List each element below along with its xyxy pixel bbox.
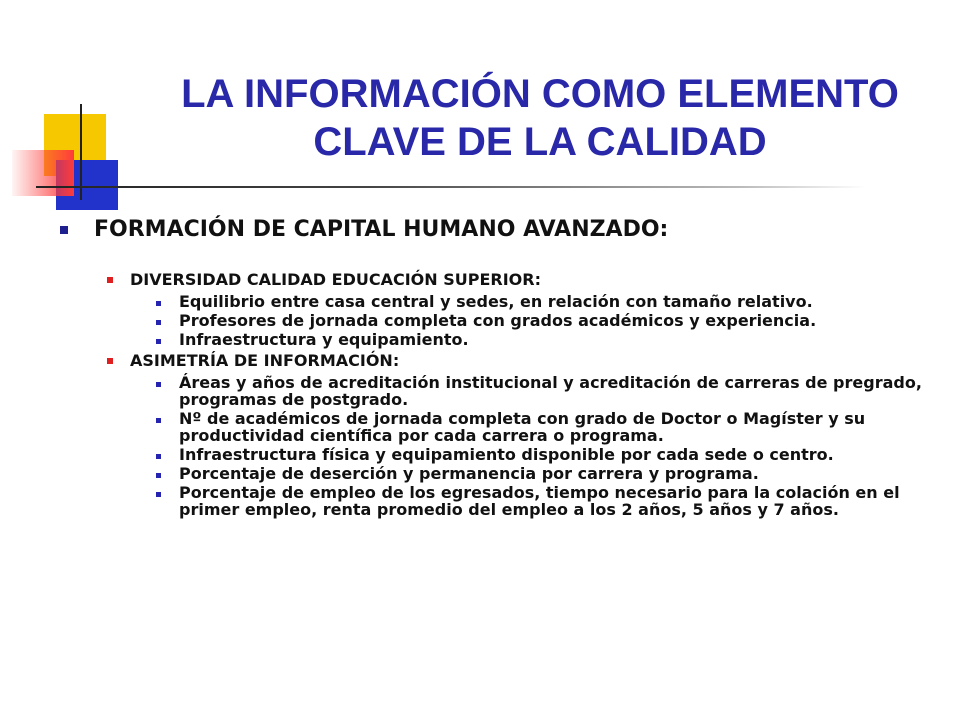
list-item	[156, 374, 940, 408]
bullet-square-icon	[156, 418, 161, 423]
bullet-square-icon	[156, 301, 161, 306]
list-item-text: Nº de académicos de jornada completa con grado de Doctor o Magíster y su productividad científica por cada carrera o programa.	[179, 409, 866, 445]
bullet-square-icon	[156, 454, 161, 459]
section-label: ASIMETRÍA DE INFORMACIÓN:	[130, 351, 400, 370]
list-item	[156, 484, 940, 518]
list-item	[156, 312, 940, 329]
bullet-square-icon	[60, 226, 68, 234]
main-heading: FORMACIÓN DE CAPITAL HUMANO AVANZADO:	[94, 217, 669, 242]
section-heading	[107, 350, 940, 372]
bullet-square-icon	[156, 492, 161, 497]
bullet-square-icon	[156, 382, 161, 387]
bullet-square-icon	[156, 473, 161, 478]
slide-content	[60, 215, 940, 518]
list-item	[156, 465, 940, 482]
list-item	[156, 446, 940, 463]
main-bullet	[60, 215, 940, 245]
bullet-square-icon	[156, 320, 161, 325]
list-item-text: Porcentaje de empleo de los egresados, tiempo necesario para la colación en el primer empleo, renta promedio del empleo a los 2 años, 5 años y 7 años.	[179, 483, 900, 519]
list-item	[156, 331, 940, 348]
slide-title-line-1: LA INFORMACIÓN COMO ELEMENTO	[181, 72, 899, 116]
list-item	[156, 293, 940, 310]
section-heading	[107, 269, 940, 291]
list-item-text: Porcentaje de deserción y permanencia por carrera y programa.	[179, 464, 759, 483]
list-item-text: Profesores de jornada completa con grados académicos y experiencia.	[179, 311, 817, 330]
bullet-square-icon	[107, 277, 113, 283]
slide-title	[120, 70, 960, 166]
bullet-square-icon	[107, 358, 113, 364]
list-item-text: Equilibrio entre casa central y sedes, en relación con tamaño relativo.	[179, 292, 813, 311]
list-item-text: Infraestructura y equipamiento.	[179, 330, 469, 349]
list-item-text: Áreas y años de acreditación institucional y acreditación de carreras de pregrado, programas de postgrado.	[179, 373, 922, 409]
list-item	[156, 410, 940, 444]
list-item-text: Infraestructura física y equipamiento disponible por cada sede o centro.	[179, 445, 834, 464]
section-label: DIVERSIDAD CALIDAD EDUCACIÓN SUPERIOR:	[130, 270, 541, 289]
title-underline	[36, 186, 866, 188]
slide-title-line-2: CLAVE DE LA CALIDAD	[313, 120, 767, 164]
bullet-square-icon	[156, 339, 161, 344]
decorative-red-square	[12, 150, 74, 196]
